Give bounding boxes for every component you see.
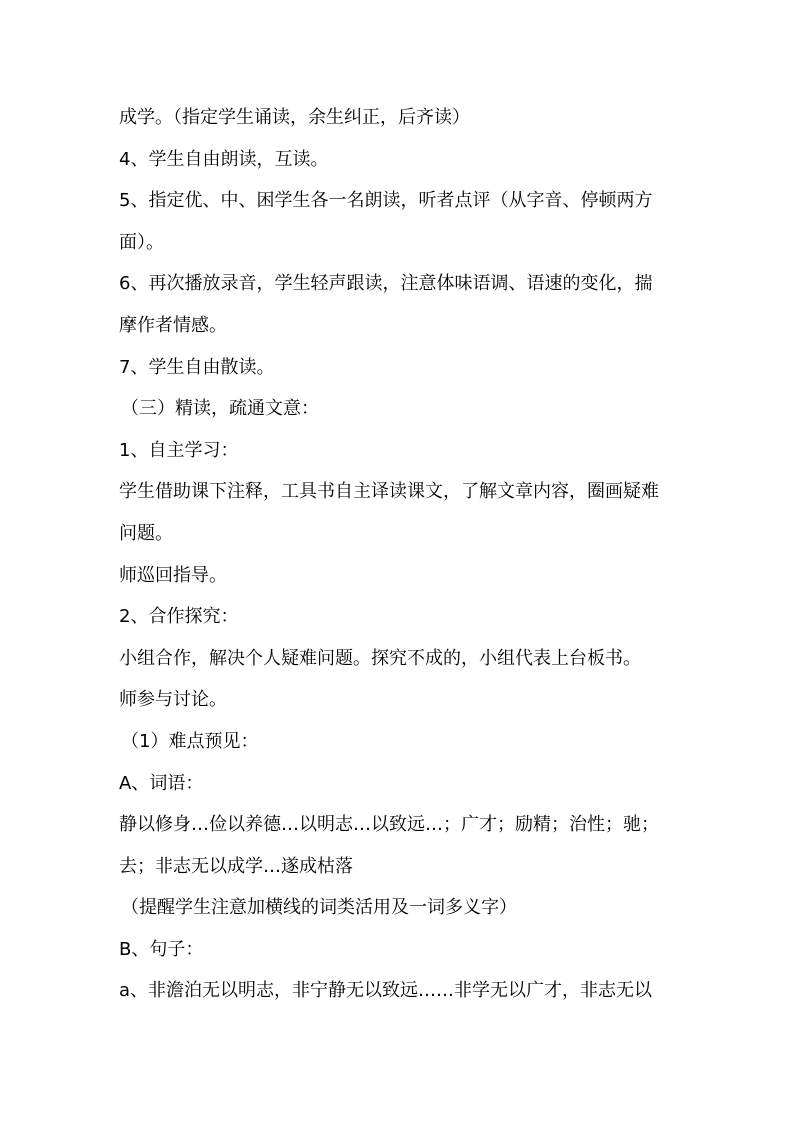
text-line: 问题。: [119, 522, 173, 544]
text-line: 学生借助课下注释，工具书自主译读课文，了解文章内容，圈画疑难: [119, 481, 659, 503]
text-line: 师巡回指导。: [119, 564, 227, 586]
document-body: [119, 97, 689, 1012]
text-line: B、句子：: [119, 938, 204, 960]
text-line: 成学。（指定学生诵读，余生纠正，后齐读）: [119, 107, 470, 128]
text-line: 6、再次播放录音，学生轻声跟读，注意体味语调、语速的变化，揣: [119, 273, 653, 295]
text-line: 5、指定优、中、困学生各一名朗读，听者点评（从字音、停顿两方: [119, 190, 653, 212]
text-line: 7、学生自由散读。: [119, 356, 275, 378]
text-line: 师参与讨论。: [119, 689, 227, 711]
text-line: 摩作者情感。: [119, 314, 227, 336]
subsection-heading: （1）难点预见：: [121, 730, 259, 752]
text-line: A、词语：: [119, 772, 204, 794]
text-line: 2、合作探究：: [119, 606, 239, 628]
text-line: 1、自主学习：: [119, 439, 239, 461]
section-heading: （三）精读，疏通文意：: [121, 398, 319, 420]
text-line: 小组合作，解决个人疑难问题。探究不成的，小组代表上台板书。: [119, 647, 641, 669]
text-line: a、非澹泊无以明志，非宁静无以致远……非学无以广才，非志无以: [119, 980, 653, 1002]
text-line: 去；非志无以成学…遂成枯落: [119, 855, 353, 877]
text-line: 4、学生自由朗读，互读。: [119, 148, 329, 170]
text-line: 静以修身…俭以养德…以明志…以致远…；广才；励精；治性；驰；: [119, 814, 659, 836]
text-line: 面）。: [119, 231, 164, 253]
text-line: （提醒学生注意加横线的词类活用及一词多义字）: [121, 897, 517, 919]
